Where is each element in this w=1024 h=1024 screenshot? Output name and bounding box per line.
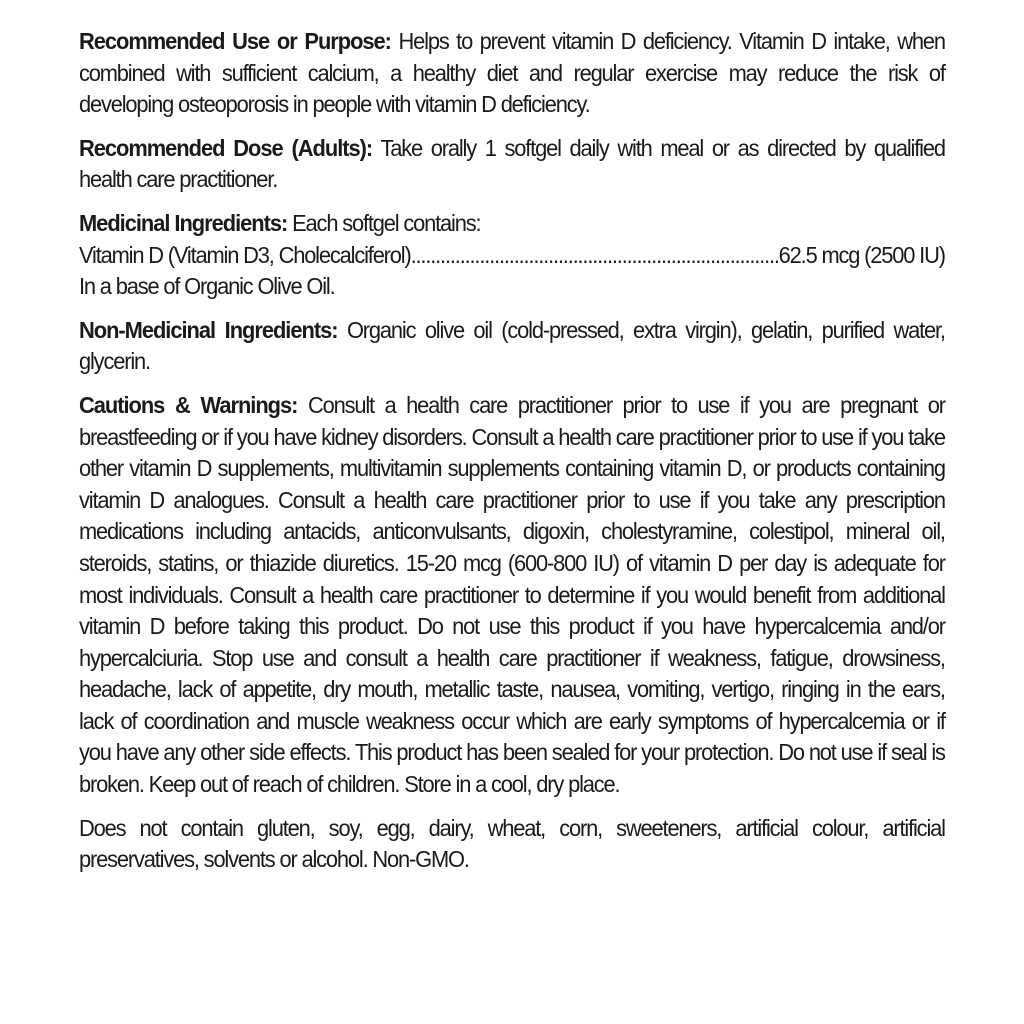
recommended-dose-heading: Recommended Dose (Adults): <box>79 134 373 161</box>
ingredient-row <box>79 240 945 272</box>
medicinal-ingredients-intro <box>79 208 945 240</box>
recommended-use-section <box>79 26 945 121</box>
ingredient-name: Vitamin D (Vitamin D3, Cholecalciferol) <box>79 241 411 268</box>
recommended-dose-section <box>79 133 945 196</box>
dot-leader <box>411 240 779 272</box>
ingredient-base: In a base of Organic Olive Oil. <box>79 273 335 300</box>
medicinal-ingredients-text: Each softgel contains: <box>287 209 481 236</box>
ingredient-amount: 62.5 mcg (2500 IU) <box>778 241 945 268</box>
cautions-warnings-text: Consult a health care practitioner prior to use if you are pregnant or breastfeeding or if you have kidney disorders. Consult a health care practitioner prior to use if you take other vitamin D supplements, multivitamin supplements containing vitamin D, or products containing vitamin D analogues. Consult a health care practitioner prior to use if you take any prescription medications including antacids, anticonvulsants, digoxin, cholestyramine, colestipol, mineral oil, steroids, statins, or thiazide diuretics. 15-20 mcg (600-800 IU) of vitamin D per day is adequate for most individuals. Consult a health care practitioner to determine if you would benefit from additional vitamin D before taking this product. Do not use this product if you have hypercalcemia and/or hypercalciuria. Stop use and consult a health care practitioner if weakness, fatigue, drowsiness, headache, lack of appetite, dry mouth, metallic taste, nausea, vomiting, vertigo, ringing in the ears, lack of coordination and muscle weakness occur which are early symptoms of hypercalcemia or if you have any other side effects. This product has been sealed for your protection. Do not use if seal is broken. Keep out of reach of children. Store in a cool, dry place. <box>79 391 945 798</box>
cautions-warnings-section <box>79 390 945 801</box>
product-label-text <box>79 26 945 888</box>
recommended-dose-text: Take orally 1 softgel daily with meal or as directed by qualified health care practitioner. <box>79 134 945 193</box>
recommended-use-text: Helps to prevent vitamin D deficiency. Vitamin D intake, when combined with sufficient calcium, a healthy diet and regular exercise may reduce the risk of developing osteoporosis in people with vitamin D deficiency. <box>79 28 945 118</box>
non-medicinal-ingredients-heading: Non-Medicinal Ingredients: <box>79 316 338 343</box>
recommended-use-heading: Recommended Use or Purpose: <box>79 28 391 54</box>
cautions-warnings-heading: Cautions & Warnings: <box>79 391 298 418</box>
non-medicinal-ingredients-section <box>79 315 945 378</box>
medicinal-ingredients-section <box>79 208 945 303</box>
non-medicinal-ingredients-text: Organic olive oil (cold-pressed, extra virgin), gelatin, purified water, glycerin. <box>79 316 945 375</box>
medicinal-ingredients-heading: Medicinal Ingredients: <box>79 209 288 236</box>
free-from-statement: Does not contain gluten, soy, egg, dairy, wheat, corn, sweeteners, artificial colour, artificial preservatives, solvents or alcohol. Non-GMO. <box>79 814 945 873</box>
